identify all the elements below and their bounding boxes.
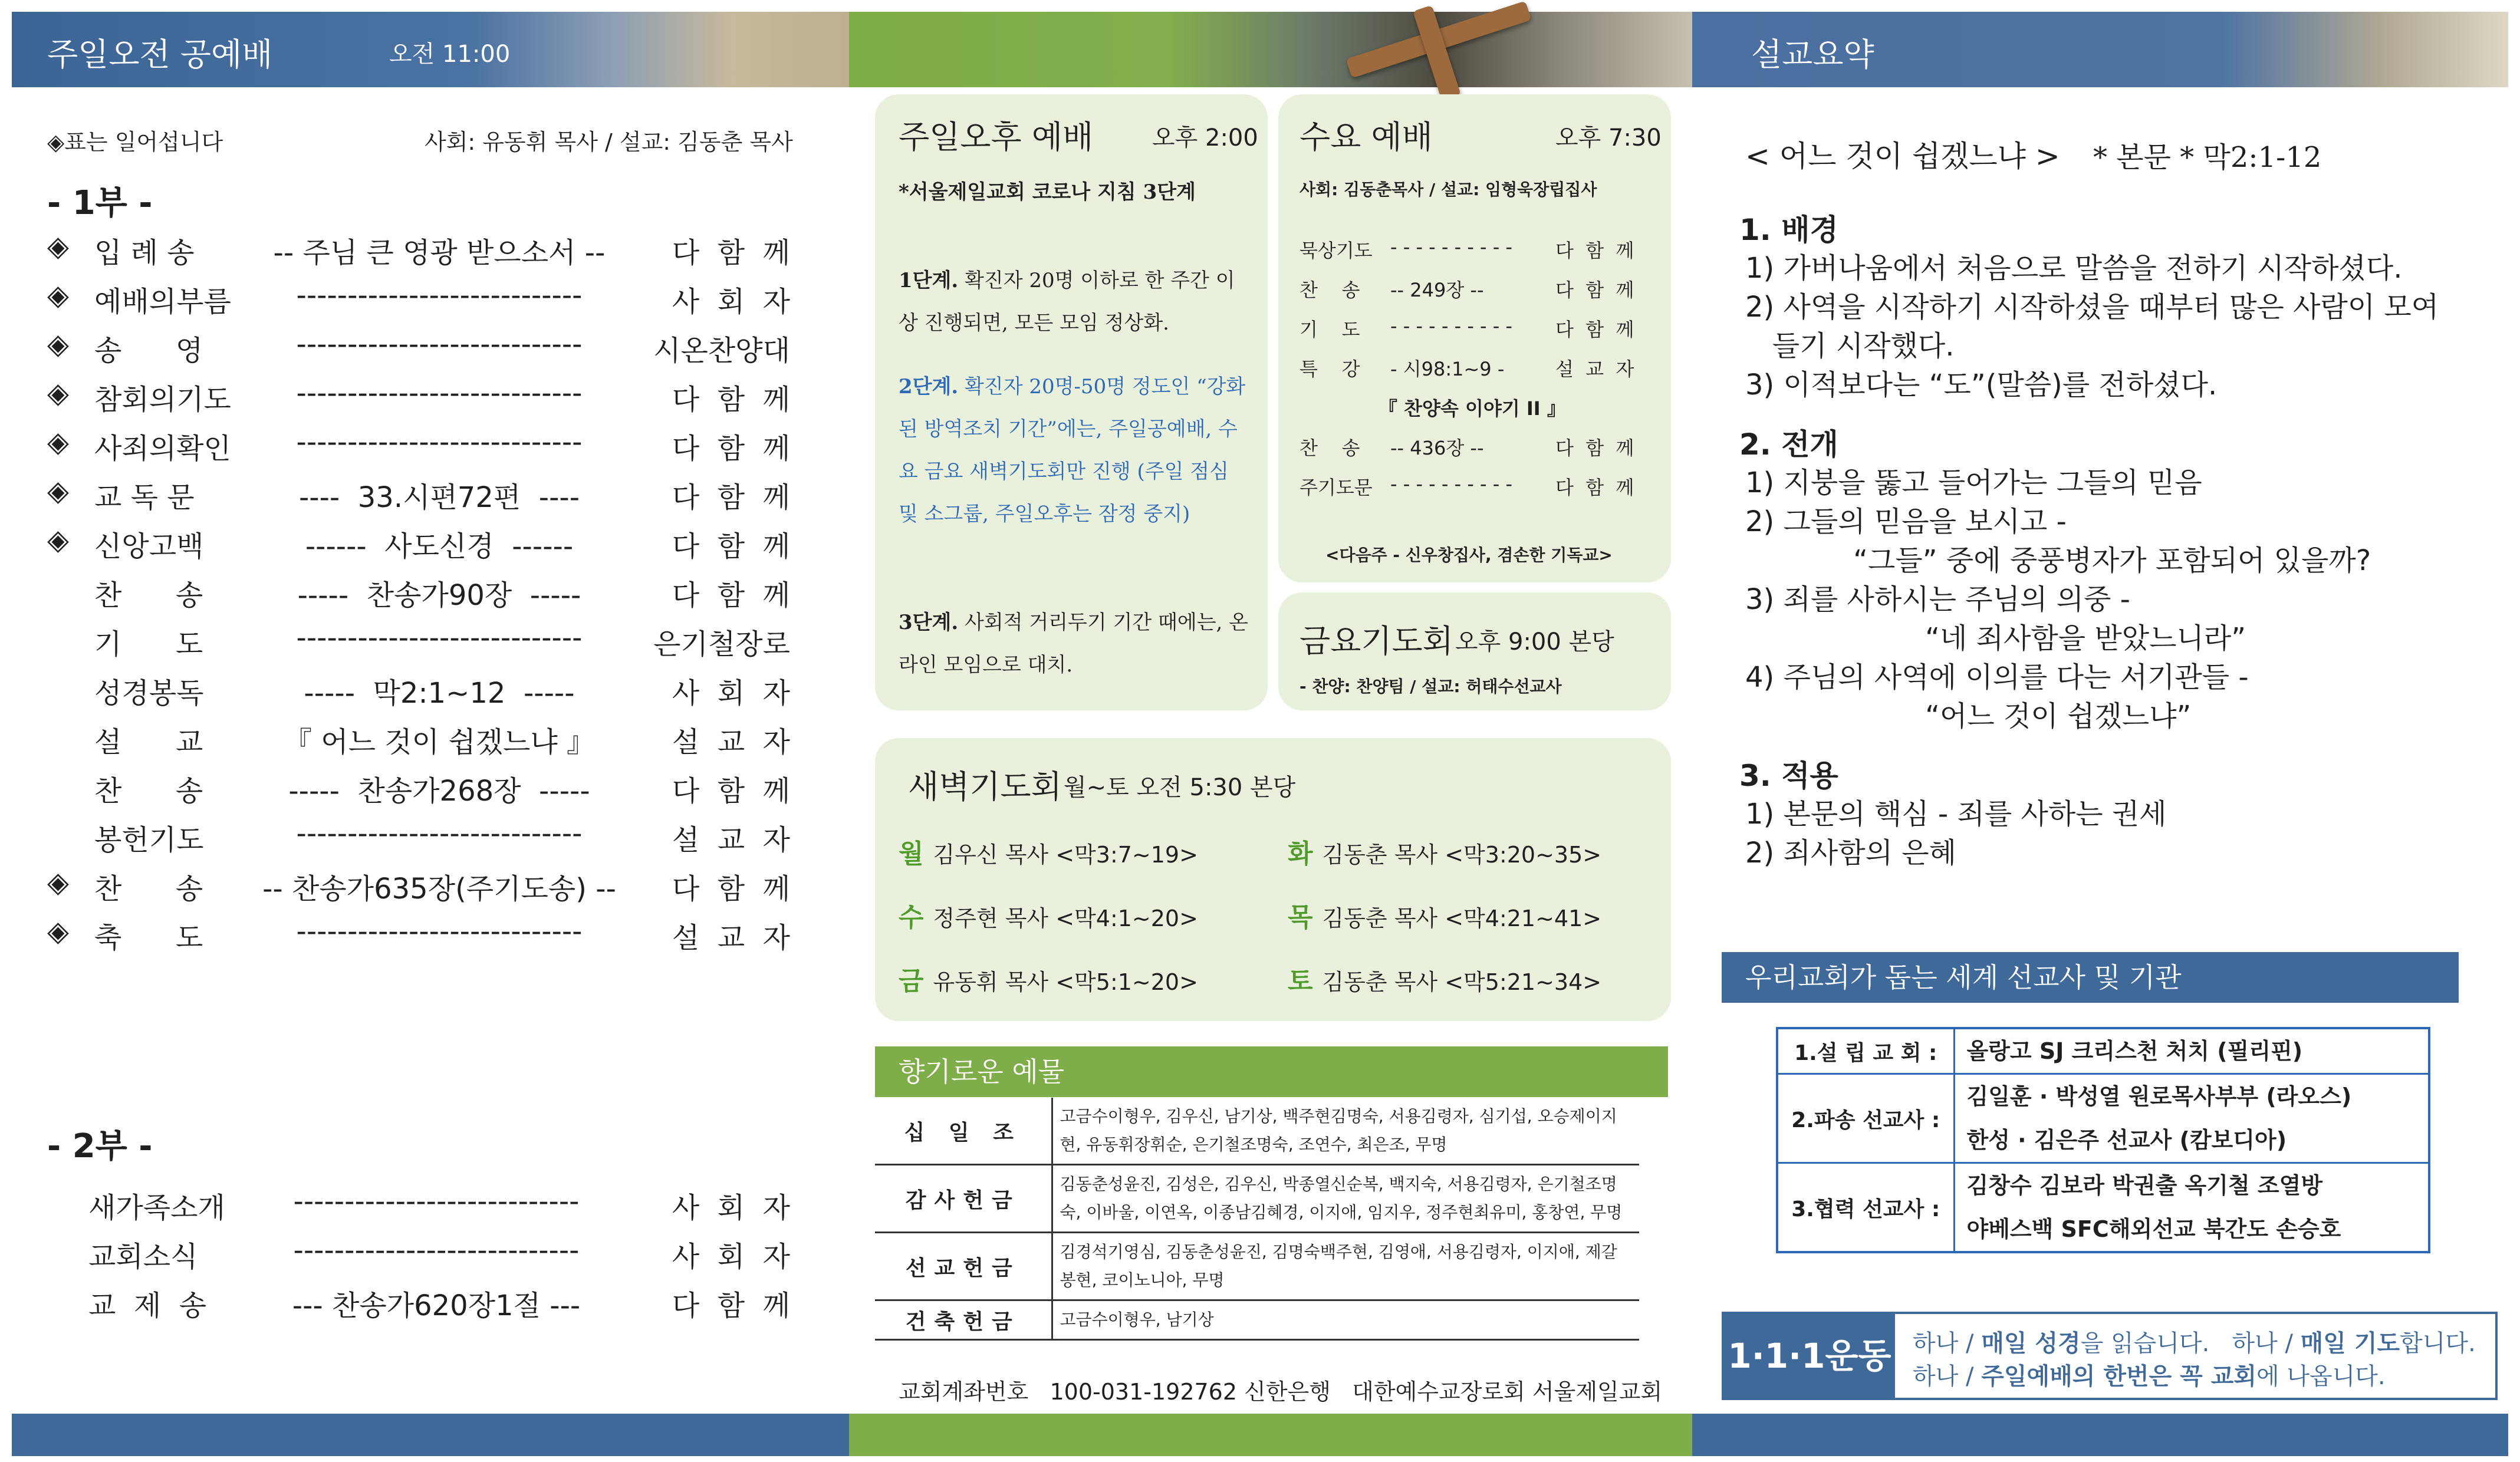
part1-heading: - 1부 - [47, 184, 153, 222]
sermon-point: 4) 주님의 사역에 이의를 다는 서기관들 - [1745, 661, 2249, 694]
footer-bar-middle [849, 1414, 1692, 1456]
wednesday-item: 기 도 [1300, 318, 1360, 341]
missions-line: 김일훈 · 박성열 원로목사부부 (라오스) [1966, 1084, 2352, 1109]
order-row [47, 523, 790, 565]
order-item: 예배의부름 [94, 285, 231, 318]
wednesday-next: <다음주 - 신우창집사, 겸손한 기독교> [1325, 545, 1613, 565]
order-item: 교회소식 [88, 1240, 198, 1273]
order-row [47, 328, 790, 369]
morning-header-bar [12, 12, 849, 87]
step3-text: 사회적 거리두기 기간 때에는, 온라인 모임으로 대치. [899, 611, 1249, 677]
step3-label: 3단계. [899, 611, 959, 634]
dawn-preacher: 김동춘 목사 <막3:20~35> [1322, 842, 1602, 868]
morning-title: 주일오전 공예배 [47, 36, 273, 73]
step2 [899, 366, 1252, 535]
order-detail: --- 찬송가620장1절 --- [292, 1289, 581, 1322]
dawn-day: 화 [1288, 839, 1313, 869]
dawn-row [899, 896, 1198, 934]
order-leader: 다 함 께 [672, 530, 790, 563]
missions-value [1954, 1028, 2429, 1074]
sermon-section-heading: 2. 전개 [1739, 427, 1838, 462]
wednesday-title: 수요 예배 [1300, 118, 1433, 156]
order-leader: 다 함 께 [672, 236, 790, 269]
order-row [47, 1234, 790, 1275]
wednesday-detail: -- 249장 -- [1390, 279, 1484, 301]
order-item: 찬 송 [94, 872, 203, 905]
wednesday-detail: - - - - - - - - - - [1390, 315, 1513, 337]
order-detail: ---------------------------- [296, 328, 583, 361]
step1-text: 확진자 20명 이하로 한 주간 이상 진행되면, 모든 모임 정상화. [899, 269, 1235, 335]
order-leader: 다 함 께 [672, 432, 790, 465]
order-detail: ---------------------------- [293, 1185, 580, 1218]
order-item: 입 례 송 [94, 236, 195, 269]
movement-box [1722, 1312, 2498, 1400]
missions-value [1954, 1074, 2429, 1163]
movement-line1-highlight: 매일 성경 [1981, 1330, 2081, 1357]
order-leader: 은기철장로 [653, 628, 790, 661]
offering-names: 김동춘성윤진, 김성은, 김우신, 박종열신순복, 백지숙, 서용김령자, 은기철조명숙, 이바울, 이연옥, 이종남김혜경, 이지애, 임지우, 정주현최유미, 홍창연, 무명 [1052, 1165, 1639, 1233]
order-item: 설 교 [94, 726, 203, 759]
missions-line: 김창수 김보라 박권출 옥기철 조열방 [1966, 1173, 2323, 1198]
missions-row [1777, 1074, 2429, 1163]
order-leader: 설 교 자 [672, 726, 790, 759]
order-leader: 다 함 께 [672, 579, 790, 612]
sermon-point: “어느 것이 쉽겠느냐” [1745, 700, 2192, 733]
order-mark: ◈ [47, 279, 69, 312]
order-item: 찬 송 [94, 775, 203, 808]
dawn-day: 토 [1288, 966, 1313, 996]
sermon-point: 1) 가버나움에서 처음으로 말씀을 전하기 시작하셨다. [1745, 252, 2403, 285]
order-mark: ◈ [47, 866, 69, 899]
order-row [47, 426, 790, 467]
wednesday-item: 주기도문 [1300, 476, 1373, 499]
wednesday-leader: 다 함 께 [1555, 476, 1634, 499]
wednesday-item: 찬 송 [1300, 437, 1360, 459]
offering-kind: 감사헌금 [875, 1165, 1052, 1233]
wednesday-item: 특 강 [1300, 358, 1360, 380]
wednesday-time: 오후 7:30 [1555, 124, 1662, 152]
sermon-point: 들기 시작했다. [1745, 330, 1955, 363]
friday-time: 오후 9:00 본당 [1455, 628, 1614, 656]
order-row [47, 230, 790, 271]
dawn-row [1288, 896, 1601, 934]
movement-line1-highlight2: 매일 기도 [2300, 1330, 2400, 1357]
afternoon-title: 주일오후 예배 [899, 118, 1094, 156]
missions-kind: 1.설 립 교 회 : [1777, 1028, 1954, 1074]
order-item: 사죄의확인 [94, 432, 231, 465]
order-leader: 다 함 께 [672, 481, 790, 514]
sermon-title: < 어느 것이 쉽겠느냐 > [1745, 139, 2060, 173]
order-leader: 설 교 자 [672, 824, 790, 857]
church-account: 교회계좌번호 100-031-192762 신한은행 대한예수교장로회 서울제일교회 [899, 1379, 1663, 1405]
order-item: 새가족소개 [88, 1191, 225, 1224]
order-row [47, 279, 790, 320]
order-mark: ◈ [47, 523, 69, 557]
step2-label: 2단계. [899, 375, 959, 399]
order-item: 축 도 [94, 921, 203, 954]
order-row [47, 817, 790, 858]
movement-line2 [1913, 1358, 2386, 1391]
order-detail: ---------------------------- [293, 1234, 580, 1267]
sermon-point: “그들” 중에 중풍병자가 포함되어 있을까? [1745, 544, 2371, 577]
friday-box [1278, 592, 1671, 710]
dawn-preacher: 김동춘 목사 <막4:21~41> [1322, 905, 1602, 931]
order-leader: 사 회 자 [672, 677, 790, 710]
order-item: 기 도 [94, 628, 203, 661]
wednesday-leader: 다 함 께 [1555, 279, 1634, 301]
step2-text: 확진자 20명-50명 정도인 “강화된 방역조치 기간”에는, 주일공예배, 수요 금요 새벽기도회만 진행 (주일 점심 및 소그룹, 주일오후는 잠정 중지) [899, 375, 1246, 526]
stand-note: ◈표는 일어섭니다 [47, 129, 223, 155]
part2-heading: - 2부 - [47, 1127, 153, 1165]
step1 [899, 259, 1252, 344]
order-row [47, 719, 790, 760]
wednesday-box [1278, 94, 1671, 582]
order-detail: -- 찬송가635장(주기도송) -- [262, 872, 616, 905]
movement-line2-pre: 하나 / [1913, 1363, 1982, 1390]
movement-line1-pre: 하나 / [1913, 1330, 1982, 1357]
wednesday-item: 찬 송 [1300, 279, 1360, 301]
morning-time: 오전 11:00 [389, 41, 511, 68]
morning-leaders: 사회: 유동휘 목사 / 설교: 김동춘 목사 [425, 129, 793, 155]
movement-line2-post: 에 나옵니다. [2256, 1363, 2386, 1390]
order-row [47, 670, 790, 712]
missions-value [1954, 1163, 2429, 1253]
footer-bar-left [12, 1414, 849, 1456]
order-mark: ◈ [47, 377, 69, 410]
sermon-point: 1) 본문의 핵심 - 죄를 사하는 권세 [1745, 798, 2167, 831]
sermon-section-heading: 3. 적용 [1739, 759, 1838, 793]
missions-line: 야베스백 SFC해외선교 북간도 손승호 [1966, 1216, 2341, 1242]
order-leader: 설 교 자 [672, 921, 790, 954]
movement-line1-post: 합니다. [2400, 1330, 2476, 1357]
sermon-point: 1) 지붕을 뚫고 들어가는 그들의 믿음 [1745, 466, 2202, 499]
missions-table [1776, 1027, 2430, 1253]
dawn-box [875, 738, 1671, 1021]
offering-row [875, 1098, 1639, 1165]
order-detail: ----- 찬송가90장 ----- [297, 579, 581, 612]
offering-table [875, 1098, 1639, 1341]
order-row [47, 621, 790, 663]
step1-label: 1단계. [899, 269, 959, 292]
dawn-preacher: 김우신 목사 <막3:7~19> [933, 842, 1198, 868]
order-row [47, 377, 790, 418]
sermon-point: 2) 그들의 믿음을 보시고 - [1745, 505, 2067, 538]
dawn-row [899, 960, 1198, 997]
movement-label: 1·1·1운동 [1724, 1314, 1895, 1398]
order-item: 찬 송 [94, 579, 203, 612]
order-mark: ◈ [47, 230, 69, 263]
order-detail: ------ 사도신경 ------ [305, 530, 574, 563]
order-leader: 시온찬양대 [653, 334, 790, 367]
movement-line2-highlight: 주일예배의 한번은 꼭 교회 [1981, 1363, 2257, 1390]
order-row [47, 866, 790, 907]
offering-kind: 선교헌금 [875, 1233, 1052, 1300]
order-detail: ---------------------------- [296, 621, 583, 654]
order-leader: 다 함 께 [672, 775, 790, 808]
order-leader: 다 함 께 [672, 1289, 790, 1322]
offering-kind: 건축헌금 [875, 1300, 1052, 1340]
offering-names: 고금수이형우, 남기상 [1052, 1300, 1639, 1340]
order-detail: 『 어느 것이 쉽겠느냐 』 [284, 726, 595, 759]
friday-title: 금요기도회 [1300, 623, 1453, 660]
order-row [47, 1283, 790, 1324]
missions-row [1777, 1028, 2429, 1074]
missions-line: 한성 · 김은주 선교사 (캄보디아) [1966, 1127, 2287, 1153]
sermon-point: 3) 죄를 사하시는 주님의 의중 - [1745, 583, 2130, 616]
order-leader: 사 회 자 [672, 285, 790, 318]
order-leader: 다 함 께 [672, 872, 790, 905]
order-item: 참회의기도 [94, 383, 231, 416]
sermon-header-title: 설교요약 [1751, 36, 1874, 73]
order-detail: -- 주님 큰 영광 받으소서 -- [273, 236, 606, 269]
wednesday-item: 묵상기도 [1300, 239, 1373, 262]
order-mark: ◈ [47, 328, 69, 361]
order-mark: ◈ [47, 915, 69, 948]
order-leader: 사 회 자 [672, 1240, 790, 1273]
order-item: 송 영 [94, 334, 203, 367]
afternoon-time: 오후 2:00 [1152, 124, 1258, 152]
missions-kind: 3.협력 선교사 : [1777, 1163, 1954, 1253]
order-item: 성경봉독 [94, 677, 204, 710]
dawn-row [1288, 960, 1601, 997]
dawn-row [899, 832, 1198, 870]
order-detail: ---- 33.시편72편 ---- [298, 481, 580, 514]
offering-row [875, 1300, 1639, 1340]
step3 [899, 601, 1252, 686]
movement-line1-mid: 을 읽습니다. 하나 / [2080, 1330, 2301, 1357]
order-row [47, 475, 790, 516]
order-row [47, 768, 790, 809]
order-item: 교 제 송 [88, 1289, 207, 1322]
order-row [47, 572, 790, 614]
wednesday-detail: - - - - - - - - - - [1390, 236, 1513, 258]
order-detail: ----- 찬송가268장 ----- [288, 775, 590, 808]
wednesday-leaders: 사회: 김동춘목사 / 설교: 임형욱장립집사 [1300, 180, 1597, 199]
sermon-scripture: * 본문 * 막2:1-12 [2093, 141, 2322, 174]
order-row [47, 1185, 790, 1226]
offering-names: 김경석기영심, 김동춘성윤진, 김명숙백주현, 김영애, 서용김령자, 이지애, 제갈봉현, 코이노니아, 무명 [1052, 1233, 1639, 1300]
offering-header: 향기로운 예물 [875, 1046, 1668, 1097]
offering-row [875, 1165, 1639, 1233]
offering-row [875, 1233, 1639, 1300]
order-leader: 다 함 께 [672, 383, 790, 416]
dawn-day: 월 [899, 839, 924, 869]
order-detail: ---------------------------- [296, 426, 583, 459]
wednesday-detail: - - - - - - - - - - [1390, 473, 1513, 495]
dawn-time: 월~토 오전 5:30 본당 [1064, 774, 1296, 801]
sermon-point: 2) 사역을 시작하기 시작하셨을 때부터 많은 사람이 모여 [1745, 291, 2439, 324]
missions-line: 올랑고 SJ 크리스천 처치 (필리핀) [1966, 1038, 2303, 1064]
order-row [47, 915, 790, 956]
offering-kind: 십 일 조 [875, 1098, 1052, 1165]
dawn-day: 목 [1288, 903, 1313, 933]
order-detail: ---------------------------- [296, 915, 583, 948]
order-item: 교 독 문 [94, 481, 195, 514]
missions-kind: 2.파송 선교사 : [1777, 1074, 1954, 1163]
missions-row [1777, 1163, 2429, 1253]
order-detail: ---------------------------- [296, 279, 583, 312]
sermon-section-heading: 1. 배경 [1739, 213, 1838, 247]
order-leader: 사 회 자 [672, 1191, 790, 1224]
dawn-preacher: 유동휘 목사 <막5:1~20> [933, 969, 1198, 995]
covid-notice: *서울제일교회 코로나 지침 3단계 [899, 180, 1196, 204]
afternoon-box [875, 94, 1268, 710]
offering-names: 고금수이형우, 김우신, 남기상, 백주현김명숙, 서용김령자, 심기섭, 오승제이지현, 유동휘장휘순, 은기철조명숙, 조연수, 최은조, 무명 [1052, 1098, 1639, 1165]
order-detail: ---------------------------- [296, 817, 583, 850]
sermon-point: “네 죄사함을 받았느니라” [1745, 622, 2246, 655]
dawn-preacher: 김동춘 목사 <막5:21~34> [1322, 969, 1602, 995]
wednesday-leader: 설 교 자 [1555, 358, 1634, 380]
wednesday-leader: 다 함 께 [1555, 239, 1634, 262]
order-item: 신앙고백 [94, 530, 204, 563]
middle-header-bar [849, 12, 1692, 87]
dawn-day: 금 [899, 966, 924, 996]
sermon-header-bar [1692, 12, 2508, 87]
missions-header: 우리교회가 돕는 세계 선교사 및 기관 [1722, 952, 2459, 1003]
order-mark: ◈ [47, 475, 69, 508]
order-item: 봉헌기도 [94, 824, 204, 857]
footer-bar-right [1692, 1414, 2508, 1456]
sermon-point: 3) 이적보다는 “도”(말씀)를 전하셨다. [1745, 368, 2218, 401]
wednesday-leader: 다 함 께 [1555, 437, 1634, 459]
dawn-title: 새벽기도회 [908, 768, 1062, 805]
order-detail: ---------------------------- [296, 377, 583, 410]
dawn-preacher: 정주현 목사 <막4:1~20> [933, 905, 1198, 931]
order-mark: ◈ [47, 426, 69, 459]
wednesday-detail: - 시98:1~9 - [1390, 358, 1505, 380]
dawn-day: 수 [899, 903, 924, 933]
wednesday-detail: -- 436장 -- [1390, 437, 1484, 459]
sermon-point: 2) 죄사함의 은혜 [1745, 837, 1956, 870]
movement-line1 [1913, 1325, 2476, 1358]
wednesday-detail: 『 찬양속 이야기 II 』 [1379, 397, 1566, 420]
wednesday-leader: 다 함 께 [1555, 318, 1634, 341]
dawn-row [1288, 832, 1601, 870]
friday-detail: - 찬양: 찬양팀 / 설교: 허태수선교사 [1300, 677, 1562, 696]
order-detail: ----- 막2:1~12 ----- [304, 677, 575, 710]
